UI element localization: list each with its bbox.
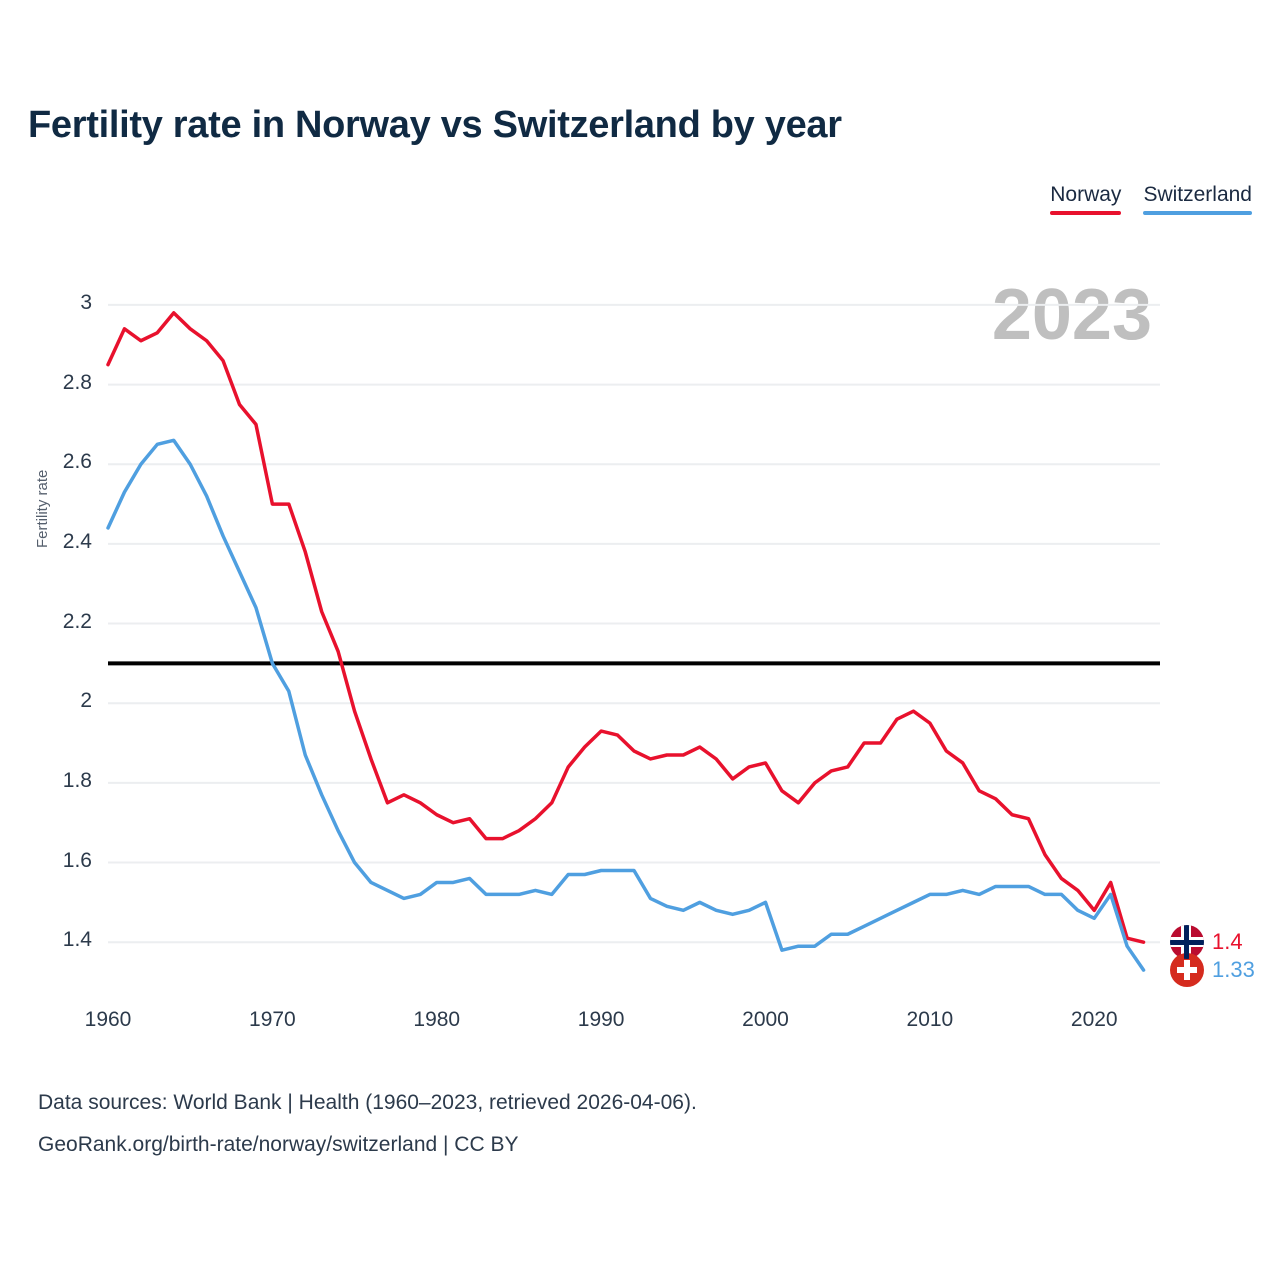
x-tick-label: 2000 xyxy=(742,1008,789,1031)
series-line-switzerland xyxy=(108,440,1144,970)
y-tick-label: 1.4 xyxy=(62,928,92,952)
y-tick-label: 2.4 xyxy=(62,529,92,553)
y-tick-label: 1.6 xyxy=(62,848,92,872)
page-title: Fertility rate in Norway vs Switzerland by year xyxy=(28,104,842,146)
x-tick-label: 2020 xyxy=(1070,1008,1118,1031)
legend-label-norway: Norway xyxy=(1050,183,1122,206)
y-tick-label: 2 xyxy=(80,689,92,713)
y-tick-label: 2.6 xyxy=(62,450,92,474)
legend-label-switzerland: Switzerland xyxy=(1143,183,1252,206)
x-tick-label: 1960 xyxy=(84,1008,132,1031)
year-watermark: 2023 xyxy=(991,275,1152,355)
footer-attribution: GeoRank.org/birth-rate/norway/switzerland | CC BY xyxy=(38,1133,519,1156)
y-axis-label: Fertility rate xyxy=(34,469,51,548)
footer xyxy=(38,1082,697,1166)
x-tick-label: 1980 xyxy=(413,1008,461,1031)
footer-data-source: Data sources: World Bank | Health (1960–2023, retrieved 2026-04-06). xyxy=(38,1091,697,1114)
endpoint-value-switzerland: 1.33 xyxy=(1212,957,1255,983)
y-tick-label: 2.8 xyxy=(62,370,92,394)
y-tick-label: 2.2 xyxy=(62,609,92,633)
x-tick-label: 1970 xyxy=(249,1008,296,1031)
y-tick-label: 1.8 xyxy=(62,768,92,792)
endpoint-value-norway: 1.4 xyxy=(1212,929,1243,955)
x-tick-label: 1990 xyxy=(577,1008,625,1031)
y-tick-label: 3 xyxy=(80,290,92,314)
x-tick-label: 2010 xyxy=(906,1008,954,1031)
